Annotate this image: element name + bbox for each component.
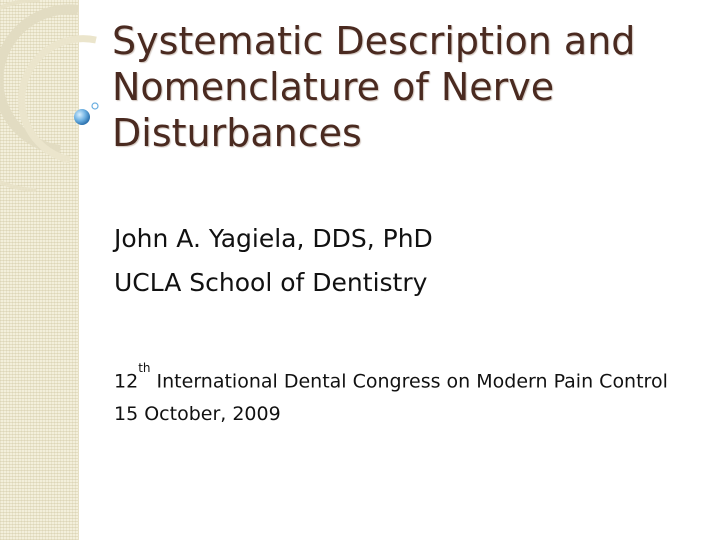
small-ring-icon	[92, 103, 98, 109]
congress-ordinal-suffix: th	[138, 361, 151, 375]
congress-name	[114, 361, 668, 393]
decorative-arcs-icon	[0, 0, 110, 220]
author-affiliation: UCLA School of Dentistry	[114, 268, 428, 297]
slide-title: Systematic Description and Nomenclature of Nerve Disturbances	[112, 19, 636, 155]
author-name: John A. Yagiela, DDS, PhD	[114, 224, 433, 253]
congress-ordinal-number: 12	[114, 370, 139, 393]
blue-bubble-icon	[74, 109, 90, 125]
presentation-date: 15 October, 2009	[114, 403, 281, 425]
congress-title-text: International Dental Congress on Modern Pain Control	[150, 370, 668, 393]
